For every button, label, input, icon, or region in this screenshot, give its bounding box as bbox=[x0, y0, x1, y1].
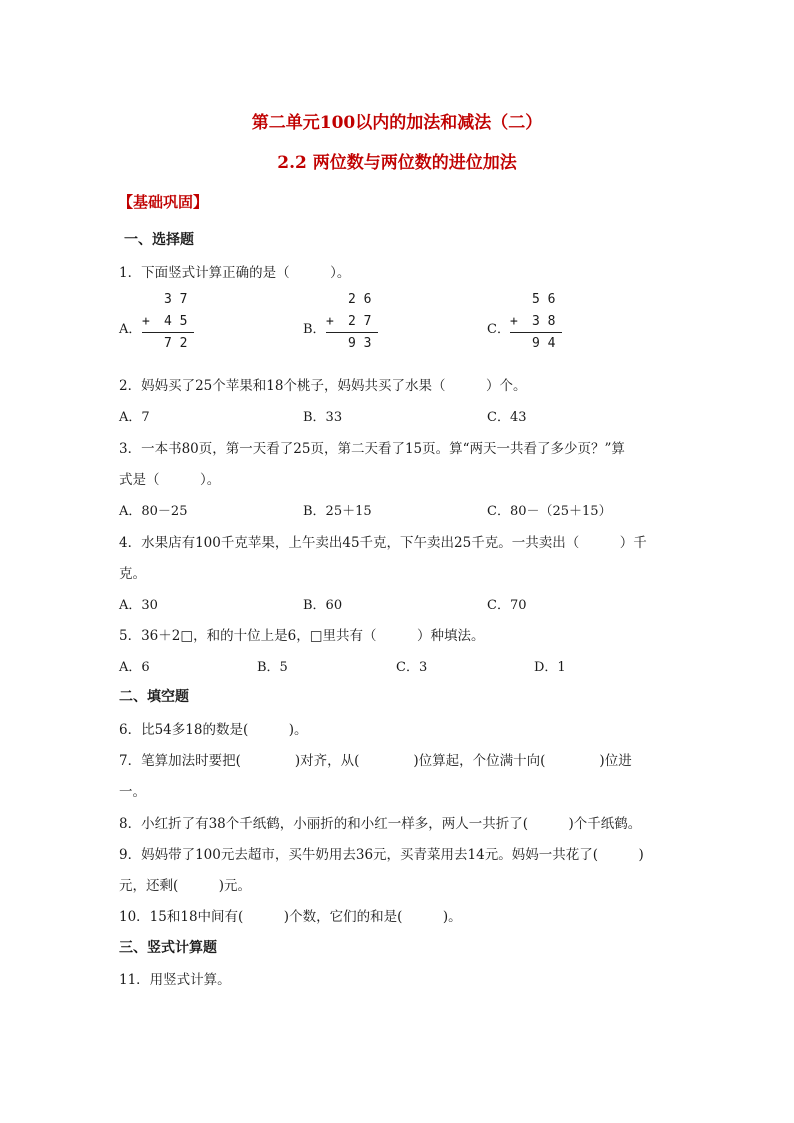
q1-c-mid: 3 8 bbox=[532, 314, 556, 329]
q5-option-c: C．3 bbox=[396, 660, 428, 675]
q3-option-a: A．80－25 bbox=[119, 504, 188, 519]
question-4-line-2: 克。 bbox=[119, 566, 146, 582]
question-10: 10．15和18中间有( )个数，它们的和是( )。 bbox=[119, 909, 462, 925]
q1-b-top: 2 6 bbox=[348, 292, 372, 307]
q1-a-mid: 4 5 bbox=[164, 314, 188, 329]
question-6: 6．比54多18的数是( )。 bbox=[119, 722, 308, 738]
question-8: 8．小红折了有38个千纸鹤，小丽折的和小红一样多，两人一共折了( )个千纸鹤。 bbox=[119, 816, 642, 832]
q5-option-b: B．5 bbox=[257, 660, 288, 675]
q2-option-c: C．43 bbox=[487, 410, 527, 425]
q5-option-a: A．6 bbox=[119, 660, 150, 675]
q4-option-b: B．60 bbox=[303, 598, 343, 613]
q2-option-b: B．33 bbox=[303, 410, 343, 425]
q1-option-b-vertical bbox=[326, 292, 386, 354]
q1-a-top: 3 7 bbox=[164, 292, 188, 307]
question-4-line-1: 4．水果店有100千克苹果，上午卖出45千克，下午卖出25千克。一共卖出（ ）千 bbox=[119, 535, 647, 551]
q1-option-c-label: C． bbox=[487, 322, 510, 337]
q1-option-b-label: B． bbox=[303, 322, 326, 337]
q2-option-a: A．7 bbox=[119, 410, 150, 425]
question-5: 5．36＋2□，和的十位上是6，□里共有（ ）种填法。 bbox=[119, 628, 485, 644]
question-7-line-1: 7．笔算加法时要把( )对齐，从( )位算起，个位满十向( )位进 bbox=[119, 753, 632, 769]
q1-b-op: + bbox=[326, 314, 334, 329]
question-9-line-1: 9．妈妈带了100元去超市，买牛奶用去36元，买青菜用去14元。妈妈一共花了( ) bbox=[119, 847, 644, 863]
q1-a-op: + bbox=[142, 314, 150, 329]
page-title: 第二单元100以内的加法和减法（二） bbox=[251, 113, 543, 133]
question-9-line-2: 元，还剩( )元。 bbox=[119, 878, 252, 894]
section-heading-vertical-calc: 三、竖式计算题 bbox=[119, 940, 217, 956]
q1-option-a-label: A． bbox=[119, 322, 142, 337]
q1-b-mid: 2 7 bbox=[348, 314, 372, 329]
question-3-line-1: 3．一本书80页，第一天看了25页，第二天看了15页。算“两天一共看了多少页？”算 bbox=[119, 441, 625, 457]
q3-option-b: B．25＋15 bbox=[303, 504, 372, 519]
question-7-line-2: 一。 bbox=[119, 784, 146, 800]
q4-option-c: C．70 bbox=[487, 598, 527, 613]
q1-a-result: 7 2 bbox=[164, 336, 188, 351]
question-3-line-2: 式是（ ）。 bbox=[119, 472, 221, 488]
q5-option-d: D．1 bbox=[534, 660, 566, 675]
q1-a-rule bbox=[142, 332, 194, 333]
section-heading-choice: 一、选择题 bbox=[124, 232, 194, 248]
q1-option-c-vertical bbox=[510, 292, 570, 354]
question-2: 2．妈妈买了25个苹果和18个桃子，妈妈共买了水果（ ）个。 bbox=[119, 378, 527, 394]
q1-option-a-vertical bbox=[142, 292, 202, 354]
q1-b-rule bbox=[326, 332, 378, 333]
q3-option-c: C．80－（25＋15） bbox=[487, 504, 612, 519]
q4-option-a: A．30 bbox=[119, 598, 158, 613]
page-subtitle: 2.2 两位数与两位数的进位加法 bbox=[277, 153, 517, 173]
q1-c-op: + bbox=[510, 314, 518, 329]
section-heading-fill: 二、填空题 bbox=[119, 689, 189, 705]
section-tag-basic: 【基础巩固】 bbox=[118, 193, 209, 211]
question-11: 11．用竖式计算。 bbox=[119, 972, 231, 988]
q1-c-top: 5 6 bbox=[532, 292, 556, 307]
q1-c-result: 9 4 bbox=[532, 336, 556, 351]
question-1: 1．下面竖式计算正确的是（ ）。 bbox=[119, 265, 351, 281]
q1-b-result: 9 3 bbox=[348, 336, 372, 351]
q1-c-rule bbox=[510, 332, 562, 333]
